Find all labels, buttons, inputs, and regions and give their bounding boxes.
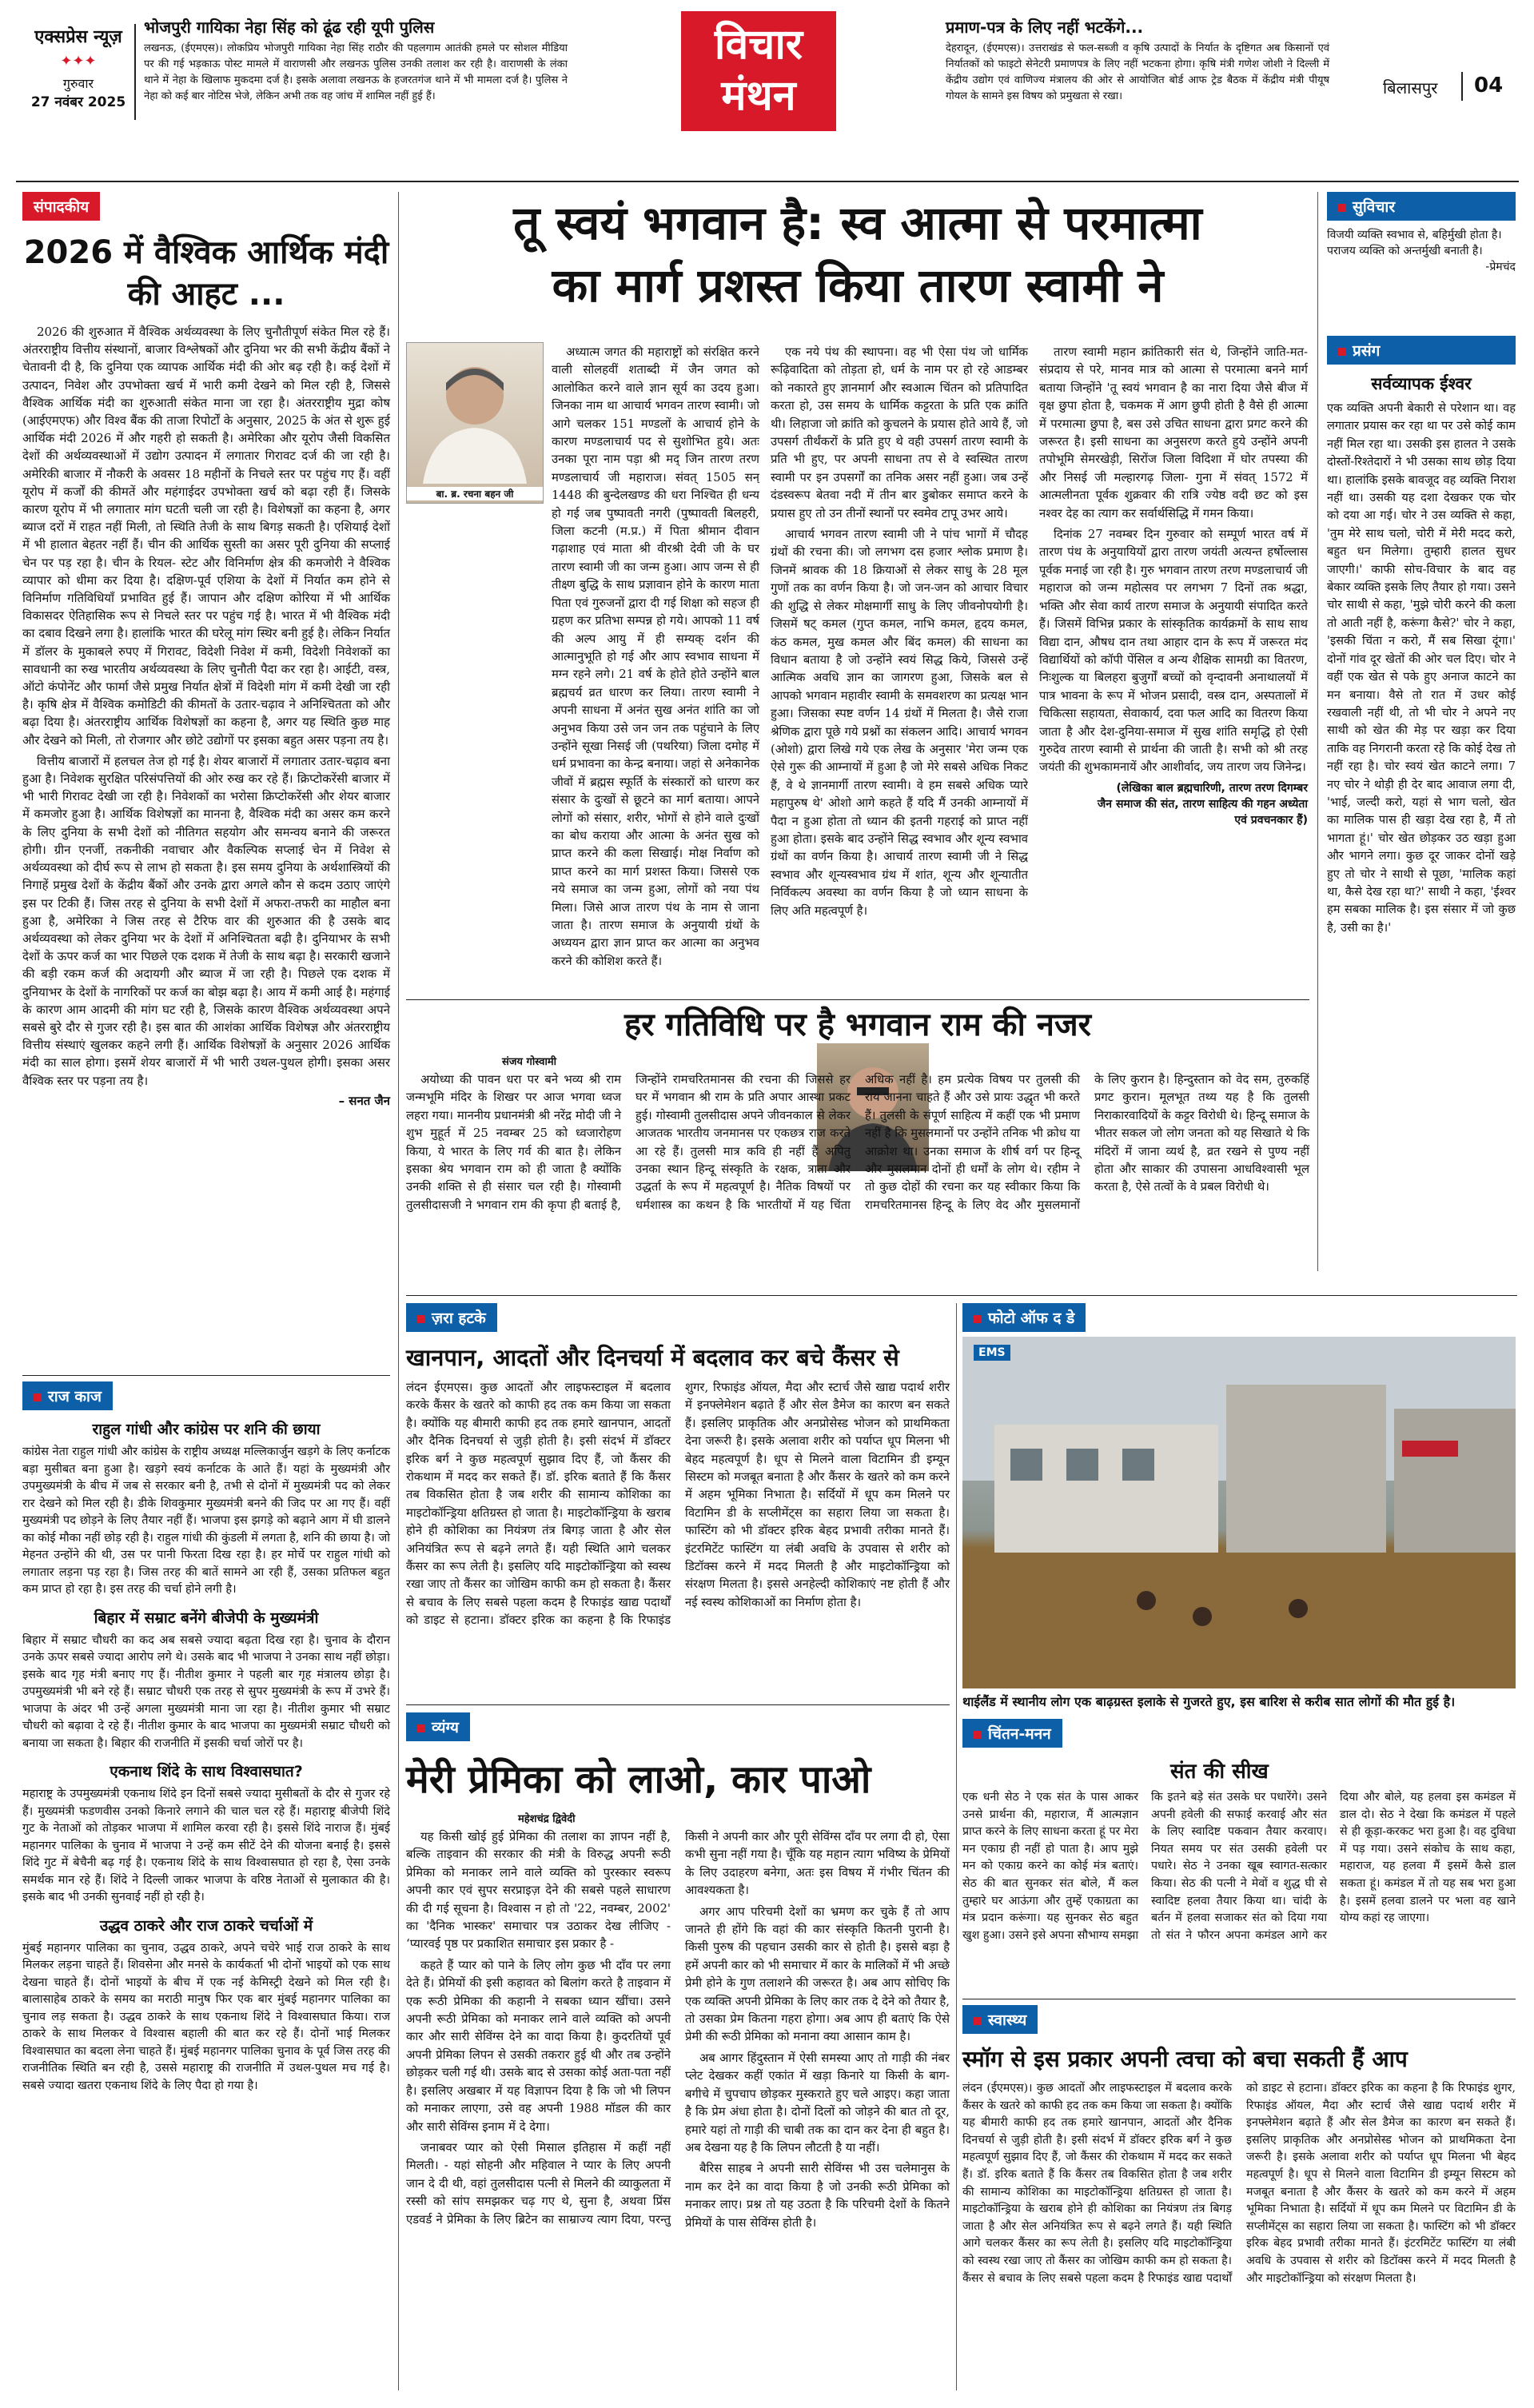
swasthya-headline: स्मॉग से इस प्रकार अपनी त्वचा को बचा सकती हैं आप [962, 2046, 1408, 2072]
ram-headline: हर गतिविधि पर है भगवान राम की नजर [624, 1007, 1092, 1043]
raj-kaaj-item-title: बिहार में सम्राट बनेंगे बीजेपी के मुख्यमंत्री [94, 1609, 319, 1627]
suvichar-label: सुविचार [1327, 192, 1516, 221]
raj-kaaj-item [22, 1760, 390, 1907]
vyangya-paragraph: अगर आप परिचमी देशों का भ्रमण कर चुके हैं तो आप जानते ही होंगे कि वहां की कार संस्कृति कितनी पुरानी है। किसी पुरुष की पहचान उसकी कार से होती है। इससे बड़ा है हमें अपनी कार को भी समाचार में कार के मालिकों में भी अच्छे प्रेमी होने के गुण तलाशने की जरूरत है। अब आप सोचिए कि एक व्यक्ति अपनी प्रेमिका के लिए कार तक दे देने को तैयार है, तो उसका प्रेम कितना गहरा होगा। अब आप ही बताएं कि ऐसे प्रेमी की रूठी प्रेमिका को मनाना क्या आसान काम है। [685, 1904, 950, 2044]
editorial [22, 192, 390, 1109]
raj-kaaj-label: राज काज [22, 1381, 113, 1410]
raj-kaaj-item [22, 1607, 390, 1753]
date: 27 नवंबर 2025 [30, 94, 126, 110]
raj-kaaj-item-body: बिहार में सम्राट चौधरी का कद अब सबसे ज्यादा बढ़ता दिख रहा है। चुनाव के दौरान उनके ऊपर सबसे ज्यादा आरोप लगे थे। उसके बाद भी भाजपा ने उनका साथ नहीं छोड़ा। इसके बाद गृह मंत्री बनाए गए हैं। नीतीश कुमार ने पहली बार गृह मंत्रालय छोड़ा है। उपमुख्यमंत्री भी बने रहे हैं। सम्राट चौधरी एक तरह से सुपर मुख्यमंत्री के रूप में उभरे हैं। भाजपा के अंदर भी उन्हें अगला मुख्यमंत्री माना जा रहा है। नीतीश कुमार भी सम्राट चौधरी को बढ़ावा दे रहे हैं। नीतीश कुमार के बाद भाजपा का मुख्यमंत्री सम्राट चौधरी को बनाया जा सकता है। बिहार की राजनीति में इसकी चर्चा जोरों पर है। [22, 1633, 390, 1750]
prasang-title: सर्वव्यापक ईश्वर [1371, 374, 1472, 393]
section-logo-text: विचार मंथन [714, 21, 803, 120]
vyangya-body [406, 1828, 950, 2380]
raj-kaaj-item [22, 1418, 390, 1599]
ram-body [406, 1071, 1309, 1287]
editorial-paragraph: वित्तीय बाजारों में हलचल तेज हो गई है। शेयर बाजारों में लगातार उतार-चढ़ाव बना हुआ है। निवेशक सुरक्षित परिसंपत्तियों की ओर रुख कर रहे हैं। क्रिप्टोकरेंसी बाजार में भी भारी गिरावट देखी जा रही है। निवेशकों का भरोसा क्रिप्टोकरेंसी और शेयर बाजार में कमजोर हुआ है। आर्थिक विशेषज्ञों का मानना है, वैश्विक मंदी का असर कम करने के लिए दुनिया के सभी देशों को नीतिगत सहयोग और समन्वय बनाने की जरूरत होगी। ग्रीन एनर्जी, तकनीकी नवाचार और वैकल्पिक सप्लाई चेन में निवेश से अर्थव्यवस्था को दीर्घ रूप से लाभ हो सकता है। इस समय दुनिया के अर्थशास्त्रियों की निगाहें प्रमुख देशों के केंद्रीय बैंकों और उनके द्वारा अगले कौन से कदम उठाए जाएंगे इस पर टिकी हैं। जिस तरह से दुनिया के सभी देशों में अफरा-तफरी का माहौल बना हुआ है, अमेरिका ने जिस तरह से टैरिफ वार की शुरुआत की है उसके बाद अर्थव्यवस्था को लेकर दुनिया भर के देशों में अनिश्चितता बढ़ी है। दुनियाभर के सभी देशों के ऊपर कर्ज का भार पिछले एक दशक में तेजी के साथ बढ़ा है। सरकारी खजाने की बड़ी रकम कर्ज की अदायगी और ब्याज में जा रही है। पिछले एक दशक में दुनियाभर के देशों के नागरिकों पर कर्ज का बोझ बढ़ा है। आय में कमी आई है। महंगाई के कारण आम आदमी की मांग घट रही है, जिसके कारण वैश्विक अर्थव्यवस्था अपने सबसे बुरे दौर से गुजर रही है। इस बात की आशंका आर्थिक विशेषज्ञ और अंतरराष्ट्रीय वित्तीय संस्थाएं खुलकर कहने लगी हैं। आर्थिक विशेषज्ञों के अनुसार 2026 आर्थिक मंदी का साल होगा। इसमें शेयर बाजारों में भी भारी उथल-पुथल होगी। इसका असर वैश्विक स्तर पर पड़ना तय है। [22, 753, 390, 1088]
lead-paragraph: तारण स्वामी महान क्रांतिकारी संत थे, जिन्होंने जाति-मत-संप्रदाय से परे, मानव मात्र को आत्मा से परमात्मा बनने मार्ग बताया जिन्होंने 'तू स्वयं भगवान है का नारा दिया जैसे बीज में वृक्ष छुपा होता है, चकमक में आग छुपी होती है वैसे ही आत्मा में परमात्मा छुपा है, बस उसे उचित साधना द्वारा प्रगट करने की जरूरत है। इसी साधना का अनुसरण करते हुये उन्होंने अपनी तपोभूमि सेमरखेड़ी, सिरोंज जिला विदिशा में घोर तपस्या की और निसई जी मल्हारगढ़ जिला- गुना में संवत् 1572 में आत्मलीनता पूर्वक शुक्रवार की रात्रि ज्येष्ठ वदी छट को इस नश्वर देह का त्याग कर सर्वार्थसिद्धि में गमन किया। [1039, 345, 1308, 520]
raj-kaaj-item [22, 1915, 390, 2095]
vyangya-headline: मेरी प्रेमिका को लाओ, कार पाओ [406, 1757, 871, 1802]
brief-title: भोजपुरी गायिका नेहा सिंह को ढूंढ रही यूपी पुलिस [144, 18, 435, 37]
raj-kaaj-item-title: राहुल गांधी और कांग्रेस पर शनि की छाया [92, 1421, 321, 1438]
chintan-body: एक धनी सेठ ने एक संत के पास आकर उनसे प्रार्थना की, महाराज, मैं आत्मज्ञान प्राप्त करने के लिए साधना करता हूं पर मेरा मन एकाग्र ही नहीं हो पाता है। आप मुझे मन को एकाग्र करने का कोई मंत्र बताएं। सेठ की बात सुनकर संत बोले, मैं कल तुम्हारे घर आऊंगा और तुम्हें एकाग्रता का मंत्र प्रदान करूंगा। यह सुनकर सेठ बहुत खुश हुआ। उसने इसे अपना सौभाग्य समझा कि इतने बड़े संत उसके घर पधारेंगे। उसने अपनी हवेली की सफाई करवाई और संत के लिए स्वादिष्ट पकवान तैयार करवाए। नियत समय पर संत उसकी हवेली पर पधारे। सेठ ने उनका खूब स्वागत-सत्कार किया। सेठ की पत्नी ने मेवों व शुद्ध घी से स्वादिष्ट हलवा तैयार किया था। चांदी के बर्तन में हलवा सजाकर संत को दिया गया तो संत ने फौरन अपना कमंडल आगे कर दिया और बोले, यह हलवा इस कमंडल में डाल दो। सेठ ने देखा कि कमंडल में पहले से ही कूड़ा-करकट भरा हुआ है। वह दुविधा में पड़ गया। उसने संकोच के साथ कहा, महाराज, यह हलवा मैं इसमें कैसे डाल सकता हूं। कमंडल में तो यह सब भरा हुआ है। इसमें हलवा डालने पर भला वह खाने योग्य कहां रह जाएगा। [962, 1791, 1516, 1942]
prasang [1327, 336, 1516, 937]
lead-paragraph: अध्यात्म जगत की महाराष्ट्रों को संरक्षित करने वाली सोलहवीं शताब्दी में जैन जगत को आलोकित करने वाले ज्ञान सूर्य का उदय हुआ। जिनका नाम था आचार्य भगवन तारण स्वामी। जो आगे चलकर 151 मण्डलों के आचार्य होने के कारण मण्डलाचार्य पद से सुशोभित हुये। अतः उनका पूरा नाम पड़ा श्री मद् जिन तारण तरण मण्डलाचार्य जी महाराज। संवत् 1505 सन् 1448 की बुन्देलखण्ड की धरा निश्चित ही धन्य हो गई जब पुष्पावती नगरी (पुष्पावती बिलहरी, जिला कटनी (म.प्र.) में पिता श्रीमान दीवान गढ़ाशाह एवं माता श्री वीरश्री देवी जी के घर तारण स्वामी जी का जन्म हुआ। आप जन्म से ही तीक्ष्ण बुद्धि के साथ प्रज्ञावान होने के कारण माता पिता एवं गुरुजनों द्वारा दी गई शिक्षा को सहज ही ग्रहण कर प्रतिभा सम्पन्न हो गये। आपको 11 वर्ष की अल्प आयु में ही सम्यक् दर्शन की आत्मानुभूति हो गई और आप स्वभाव साधना में मग्न रहने लगे। 21 वर्ष के होते होते उन्होंने बाल ब्रह्मचर्य व्रत धारण कर लिया। तारण स्वामी ने अपनी साधना में अनंत सुख अनंत शांति का जो अनुभव किया उसे जन जन तक पहुंचाने के लिए उन्होंने सूखा निसई जी (पथरिया) जिला दमोह में धर्म प्रभावना का केन्द्र बनाया। जहां से अनेकानेक जीवों में ब्रह्मस स्फूर्ति के संस्कारों को धारण कर संसार के दुःखों से छूटने का मार्ग बताया। आपने लोगों को संसार, शरीर, भोगों से होने वाले दुःखों का बोध कराया और आत्मा के अनंत सुख को प्राप्त करने की कला सिखाई। मोक्ष निर्वाण को प्राप्त करने का मार्ग प्रशस्त किया। जिससे एक नये समाज का जन्म हुआ, लोगों को नया पंथ मिला। जिसे आज तारण पंथ के नाम से जाना जाता है। तारण समाज के अनुयायी ग्रंथों के अध्ययन द्वारा ज्ञान प्राप्त कर आत्मा का अनुभव करने की कोशिश करते हैं। [552, 345, 759, 968]
vyangya-paragraph: बैरिस साहब ने अपनी सारी सेविंग्स भी उस चलेमानुस के नाम कर देने का वादा किया है जो उनकी रूठी प्रेमिका को मनाकर लाए। प्रश्न तो यह उठता है कि परिचमी देशों के कितने प्रेमियों के पास सेविंग्स होती है। [685, 2162, 950, 2230]
lead-headline-line: का मार्ग प्रशस्त किया तारण स्वामी ने [552, 258, 1164, 313]
vyangya-paragraph: कहते हैं प्यार को पाने के लिए लोग कुछ भी दाँव पर लगा देते हैं। प्रेमियों की इसी कहावत को बिलांग करते है ताइवान में एक रूठी प्रेमिका की कहानी ने सबका ध्यान खींचा। उसने अपनी रूठी प्रेमिका को मनाकर लाने वाले व्यक्ति को अपनी कार और सारी सेविंग्स देने का वादा किया है। कुदरतियों पूर्व अपनी प्रेमिका लिपन से उसकी तकरार हुई थी और तब उन्होंने छोड़कर चली गई थी। उसके बाद से उसका कोई अता-पता नहीं है। इसलिए अखबार में यह विज्ञापन दिया है कि जो भी लिपन को मनाकर लाएगा, उसे वह अपनी 1988 मॉडल की कार और सारी सेविंग्स इनाम में दे देगा। [406, 1958, 671, 2134]
lead-photo [406, 342, 544, 504]
brief-body: देहरादून, (ईएमएस)। उत्तराखंड से फल-सब्जी व कृषि उत्पादों के निर्यात के दृष्टिगत अब किसानों एवं निर्यातकों को फाइटो सेनेटरी प्रमाणपत्र के लिए नहीं भटकना होगा। कृषि मंत्री गणेश जोशी ने दिल्ली में केंद्रीय उद्योग एवं वाणिज्य मंत्रालय की ओर से आयोजित बोर्ड आफ ट्रेड बैठक में केंद्रीय मंत्री पीयूष गोयल के सामने इस विषय को प्रमुखता से रखा। [946, 42, 1329, 102]
vyangya-paragraph: जनाबवर प्यार को ऐसी मिसाल इतिहास में कहीं नहीं मिलती। - यहां सोहनी और महिवाल ने प्यार के लिए अपनी जान दे दी थी, वहां तुलसीदास पत्नी से मिलने की व्याकुलता में रस्सी को सांप समझकर चढ़ गए थे, सुना है, अथवा प्रिंस एडवर्ड ने प्रेमिका के लिए ब्रिटेन का साम्राज्य त्याग दिया, परन्तु किसी ने अपनी कार और पूरी सेविंग्स दाँव पर लगा दी हो, ऐसा कभी सुना नहीं गया है। चूँकि यह महान त्याग भविष्य के प्रेमियों के लिए उदाहरण बनेगा, अतः इस विषय में गंभीर चिंतन की आवश्यकता है। [406, 1830, 950, 2227]
ram-author: संजय गोस्वामी [502, 1056, 556, 1068]
suvichar-text: विजयी व्यक्ति स्वभाव से, बहिर्मुखी होता है। पराजय व्यक्ति को अन्तर्मुखी बनाती है। [1327, 229, 1502, 257]
suvichar [1327, 192, 1516, 274]
city-name: बिलासपुर [1383, 78, 1438, 98]
chintan-manan [962, 1719, 1516, 1997]
raj-kaaj [22, 1381, 390, 2095]
vyangya-author: महेशचंद्र द्विवेदी [518, 1813, 576, 1825]
lead-headline [406, 192, 1309, 317]
editorial-label: संपादकीय [22, 192, 100, 221]
swasthya [962, 2005, 1516, 2392]
paper-name-box [22, 24, 136, 120]
prasang-label: प्रसंग [1327, 336, 1516, 365]
vyangya-label: व्यंग्य [406, 1712, 470, 1741]
lead-credit: (लेखिका बाल ब्रह्मचारिणी, तारण तरण दिगम्बर जैन समाज की संत, तारण साहित्य की गहन अध्येता एवं प्रवचनकार हैं) [1097, 781, 1308, 827]
swasthya-body: लंदन (ईएमएस)। कुछ आदतों और लाइफस्टाइल में बदलाव करके कैंसर के खतरे को काफी हद तक कम किया जा सकता है। क्योंकि यह बीमारी काफी हद तक हमारे खानपान, आदतों और दैनिक दिनचर्या से जुड़ी होती है। इसी संदर्भ में डॉक्टर इरिक बर्ग ने कुछ महत्वपूर्ण सुझाव दिए हैं, जो कैंसर की रोकथाम में मदद कर सकते हैं। डॉ. इरिक बताते हैं कि कैंसर तब विकसित होता है जब शरीर की सामान्य कोशिका का माइटोकॉन्ड्रिया क्षतिग्रस्त हो जाता है। माइटोकॉन्ड्रिया के खराब होने ही कोशिका का नियंत्रण तंत्र बिगड़ जाता है और सेल अनियंत्रित रूप से बढ़ने लगते हैं। यही स्थिति आगे चलकर कैंसर का रूप लेती है। इसलिए यदि माइटोकॉन्ड्रिया को स्वस्थ रखा जाए तो कैंसर का जोखिम काफी कम हो सकता है। कैंसर से बचाव के लिए सबसे पहला कदम है रिफाइंड खाद्य पदार्थों को डाइट से हटाना। डॉक्टर इरिक का कहना है कि रिफाइंड शुगर, रिफाइंड ऑयल, मैदा और स्टार्च जैसे खाद्य पदार्थ शरीर में इनफ्लेमेशन बढ़ाते हैं और सेल डैमेज का कारण बन सकते हैं। इसलिए प्राकृतिक और अनप्रोसेस्ड भोजन को प्राथमिकता देना जरूरी है। इसके अलावा शरीर को पर्याप्त धूप मिलना भी बेहद महत्वपूर्ण है। धूप से मिलने वाला विटामिन डी इम्यून सिस्टम को मजबूत बनाता है और कैंसर के खतरे को कम करने में अहम भूमिका निभाता है। सर्दियों में धूप कम मिलने पर विटामिन डी के सप्लीमेंट्स का सहारा लिया जा सकता है। फास्टिंग को भी डॉक्टर इरिक बेहद प्रभावी तरीका मानते हैं। इंटरमिटेंट फास्टिंग या लंबी अवधि के उपवास से शरीर को डिटॉक्स करने में मदद मिलती है और माइटोकॉन्ड्रिया को संरक्षण मिलता है। [962, 2082, 1516, 2285]
ram-paragraph: अयोध्या की पावन धरा पर बने भव्य श्री राम जन्मभूमि मंदिर के शिखर पर आज भगवा ध्वज लहरा गया। माननीय प्रधानमंत्री श्री नरेंद्र मोदी जी ने शुभ मुहूर्त में 25 नवम्बर 25 को ध्वजारोहण किया, ये भारत के लिए गर्व की बात है। लेकिन इसका श्रेय भगवान राम को ही जाता है क्योंकि उनकी शक्ति से ही संसार चल रही है। गोस्वामी तुलसीदासजी ने भगवान राम की कृपा ही बताई है, जिन्होंने रामचरितमानस की रचना की जिससे हर घर में भगवान श्री राम के प्रति अपार आस्था प्रकट हुई। गोस्वामी तुलसीदास अपने जीवनकाल से लेकर आजतक भारतीय जनमानस पर एकछत्र राज करते आ रहे हैं। तुलसी मात्र कवि ही नहीं हैं अपितु उनका स्थान हिन्दू संस्कृति के रक्षक, त्राता और उद्धर्ता के रूप में महत्वपूर्ण है। नैतिक विषयों पर धर्मशास्त्र का कथन है कि भारतीयों में यह चिंता अधिक नहीं है। हम प्रत्येक विषय पर तुलसी की राय जानना चाहते हैं और उसे प्रायः उद्धृत भी करते हैं। तुलसी के संपूर्ण साहित्य में कहीं एक भी प्रमाण नहीं है कि मुसलमानों पर उन्होंने तनिक भी क्रोध या आक्रोश था। उनका समाज के शीर्ष वर्ग पर हिन्दू और मुसलमान दोनों ही धर्मों के लोग थे। रहीम ने तो कुछ दोहों की रचना कर यह स्वीकार किया कि रामचरितमानस हिन्दू के लिए वेद और मुसलमानों के लिए कुरान है। हिन्दुस्तान को वेद सम, तुरुकहिं प्रगट कुरान। मूलभूत तथ्य यह है कि तुलसी निराकारवादियों के कट्टर विरोधी थे। हिन्दू समाज के भीतर सकल जो लोग जनता को यह सिखाते थे कि मंदिरों में जाना व्यर्थ है, व्रत रखने से पुण्य नहीं होता और साकार की उपासना आधविश्वासी भूल करता है, ऐसे तत्वों के वे प्रबल विरोधी थे। [406, 1073, 1309, 1212]
chintan-label: चिंतन-मनन [962, 1719, 1062, 1748]
lead-col-1 [552, 344, 759, 991]
author-portrait-icon [407, 343, 543, 484]
lead-headline-line: तू स्वयं भगवान है: स्व आत्मा से परमात्मा [513, 196, 1202, 250]
swasthya-label: स्वास्थ्य [962, 2005, 1038, 2034]
section-logo [681, 11, 836, 131]
jara-hatke [406, 1303, 950, 1739]
weekday: गुरुवार [62, 76, 94, 91]
vyangya-paragraph: यह किसी खोई हुई प्रेमिका की तलाश का ज्ञापन नहीं है, बल्कि ताइवान की सरकार की मंत्री के विरुद्ध अपनी रूठी प्रेमिका को मनाकर लाने वाले व्यक्ति को पुरस्कार स्वरूप अपनी कार एवं सुपर सरप्राइज़ देने की सबसे पहले साधारण की दी गई सूचना है। विश्वास न हो तो '22, नवम्बर, 2002' का 'दैनिक भास्कर' समाचार पत्र उठाकर देख लीजिए - ‘प्यारवई पृष्ठ पर प्रकाशित समाचार इस प्रकार है - [406, 1830, 671, 1952]
brief-bhojpuri [144, 16, 568, 105]
raj-kaaj-item-title: उद्धव ठाकरे और राज ठाकरे चर्चाओं में [99, 1916, 313, 1935]
raj-kaaj-item-body: महाराष्ट्र के उपमुख्यमंत्री एकनाथ शिंदे इन दिनों सबसे ज्यादा मुसीबतों के दौर से गुजर रहे हैं। मुख्यमंत्री फडणवीस उनको किनारे लगाने की चाल चल रहे हैं। महाराष्ट्र बीजेपी शिंदे गुट के नेताओं को तोड़कर भाजपा में शामिल करवा रही है। इससे शिंदे नाराज हैं। मुंबई महानगर पालिका के चुनाव में भाजपा ने उन्हें कम सीटें देने की योजना बनाई है। इससे शिंदे गुट में बेचैनी बढ़ गई है। एकनाथ शिंदे के साथ विश्वासघात हो रहा है, ऐसा उनके समर्थक मान रहे हैं। शिंदे ने दिल्ली जाकर भाजपा के वरिष्ठ नेताओं से मुलाकात की है। इसके बाद भी उनकी सुनवाई नहीं हो रही है। [22, 1788, 390, 1904]
editorial-title: 2026 में वैश्विक आर्थिक मंदी की आहट ... [23, 234, 389, 313]
raj-kaaj-item-body: कांग्रेस नेता राहुल गांधी और कांग्रेस के राष्ट्रीय अध्यक्ष मल्लिकार्जुन खड़गे के लिए कर्नाटक बड़ा मुसीबत बना हुआ है। खड़गे स्वयं कर्नाटक के आते हैं। यहां के मुख्यमंत्री और उपमुख्यमंत्री के बीच में जब से सरकार बनी है, तभी से दोनों में मुख्यमंत्री पद को लेकर रार देखने को मिल रही है। डीके शिवकुमार मुख्यमंत्री बनने की जिद पर आ गए हैं। वहीं मुख्यमंत्री पद छोड़ने के लिए तैयार नहीं हैं। भाजपा इस झगड़े को बढ़ाने आग में घी डालने का कोई मौका नहीं छोड़ रही है। राहुल गांधी की कुंडली में लगता है, शनि की छाया है। जो मेहनत उन्होंने की थी, उस पर पानी फिरता दिख रहा है। हर मोर्चे पर राहुल गांधी को लगातार लड़ना पड़ रहा है। जिस तरह की बातें सामने आ रही हैं, उसका प्रतिफल बहुत कम प्राप्त हो रहा है। इस तरह की चर्चा होने लगी है। [22, 1445, 390, 1596]
jara-hatke-headline: खानपान, आदतों और दिनचर्या में बदलाव कर बचे कैंसर से [406, 1344, 899, 1371]
masthead [0, 0, 1534, 128]
photo-of-the-day-label: फोटो ऑफ द डे [962, 1303, 1086, 1332]
flood-photo [962, 1337, 1516, 1688]
lead-paragraph: दिनांक 27 नवम्बर दिन गुरुवार को सम्पूर्ण भारत वर्ष में तारण पंथ के अनुयायियों द्वारा तारण जयंती अत्यन्त हर्षोल्लास पूर्वक मनाई जा रही है। गुरु भगवान तारण तरण मण्डलाचार्य जी महाराज को जन्म महोत्सव पर लगभग 7 दिनों तक श्रद्धा, भक्ति और सेवा कार्य तारण समाज के अनुयायी संपादित करते हैं। जिसमें विभिन्न प्रकार के सांस्कृतिक कार्यक्रमों के साथ साथ विद्या दान, औषध दान तथा आहार दान के रूप में जरूरत मंद विद्यार्थियों को कॉपी पेंसिल व अन्य शैक्षिक सामग्री का वितरण, निःशुल्क या बिलहरा बुजुर्गों बच्चों को वृन्दावनी अनाथालयों में पात्र भावना के रूप में भोजन प्रसादी, वस्त्र दान, अस्पतालों में चिकित्सा सहायता, सेवाकार्य, दवा फल आदि का वितरण किया जाता है और देश-दुनिया-समाज में सुख शांति समृद्धि हो ऐसी गुरुदेव तारण स्वामी से प्रार्थना की जाती है। सभी को श्री तरह जयंती की शुभकामनायें और आशीर्वाद, जय तारण जय जिनेन्द्र। [1039, 528, 1308, 775]
lead-photo-caption: बा. ब्र. रचना बहन जी [407, 487, 543, 500]
raj-kaaj-item-body: मुंबई महानगर पालिका का चुनाव, उद्धव ठाकरे, अपने चचेरे भाई राज ठाकरे के साथ मिलकर लड़ना चाहते हैं। शिवसेना और मनसे के कार्यकर्ता भी दोनों भाइयों को एक साथ देखना चाहते हैं। दोनों भाइयों के बीच में एक नई केमिस्ट्री देखने को मिल रही है। बालासाहेब ठाकरे के समय का मराठी मानुष फिर एक बार मुंबई महानगर पालिका का चुनाव लड़ सकता है। उद्धव ठाकरे के साथ एकनाथ शिंदे ने विश्वासघात किया। राज ठाकरे के साथ मिलकर वे विश्वास बहाली की बात कर रहे हैं। दोनों भाई मिलकर विश्वासघात का बदला लेना चाहते हैं। मुंबई महानगर पालिका चुनाव के पूर्व जिस तरह की राजनीतिक स्थिति बन रही है, उससे महाराष्ट्र की राजनीति में उथल-पुथल मच गई है। सबसे ज्यादा खतरा एकनाथ शिंदे के लिए पैदा हो गया है। [22, 1941, 390, 2092]
lead-col-2 [771, 344, 1028, 991]
lead-col-3 [1039, 344, 1308, 828]
brief-title: प्रमाण-पत्र के लिए नहीं भटकेंगे... [946, 18, 1144, 37]
suvichar-author: -प्रेमचंद [1485, 261, 1516, 273]
photo-caption: थाईलैंड में स्थानीय लोग एक बाढ़ग्रस्त इलाके से गुजरते हुए, इस बारिश से करीब सात लोगों की मौत हुई है। [962, 1694, 1456, 1709]
lead-paragraph: एक नये पंथ की स्थापना। वह भी ऐसा पंथ जो धार्मिक रूढ़िवादिता को तोड़ता हो, धर्म के नाम पर हो रहे आडम्बर को नकारते हुए ज्ञानमार्ग और स्वआत्म चिंतन को प्रतिपादित करता हो, उस समय के धार्मिक कट्टरता के प्रति एक क्रांति थी। लिहाजा जो क्रांति को कुचलने के प्रयास होते आये हैं, जो उपसर्ग तीर्थंकरों के प्रति हुए थे वही उपसर्ग तारण स्वामी के प्रति भी हुए, पर अपनी साधना तप से वे स्वस्थित तारण स्वामी पर इन उपसर्गों का तनिक असर नहीं हुआ। जब उन्हें दंडस्वरूप बेतवा नदी में तीन बार डुबोकर समाप्त करने के प्रयास हुए तो उन तीनों स्थानों पर स्वमेव टापू उभर आये। [771, 345, 1028, 520]
ornament-icon: ✦✦✦ [60, 53, 97, 70]
chintan-title: संत की सीख [1170, 1760, 1269, 1784]
jara-hatke-body: लंदन ईएमएस। कुछ आदतों और लाइफस्टाइल में बदलाव करके कैंसर के खतरे को काफी हद तक कम किया जा सकता है। क्योंकि यह बीमारी काफी हद तक हमारे खानपान, आदतों और दैनिक दिनचर्या से जुड़ी होती है। इसी संदर्भ में डॉक्टर इरिक बर्ग ने कुछ महत्वपूर्ण सुझाव दिए हैं, जो कैंसर की रोकथाम में मदद कर सकते हैं। डॉ. इरिक बताते हैं कि कैंसर तब विकसित होता है जब शरीर की सामान्य कोशिका का माइटोकॉन्ड्रिया क्षतिग्रस्त हो जाता है। माइटोकॉन्ड्रिया के खराब होने ही कोशिका का नियंत्रण तंत्र बिगड़ जाता है और सेल अनियंत्रित रूप से बढ़ने लगते हैं। यही स्थिति आगे चलकर कैंसर का रूप लेती है। इसलिए यदि माइटोकॉन्ड्रिया को स्वस्थ रखा जाए तो कैंसर का जोखिम काफी कम हो सकता है। कैंसर से बचाव के लिए सबसे पहला कदम है रिफाइंड खाद्य पदार्थों को डाइट से हटाना। डॉक्टर इरिक का कहना है कि रिफाइंड शुगर, रिफाइंड ऑयल, मैदा और स्टार्च जैसे खाद्य पदार्थ शरीर में इनफ्लेमेशन बढ़ाते हैं और सेल डैमेज का कारण बन सकते हैं। इसलिए प्राकृतिक और अनप्रोसेस्ड भोजन को प्राथमिकता देना जरूरी है। इसके अलावा शरीर को पर्याप्त धूप मिलना भी बेहद महत्वपूर्ण है। धूप से मिलने वाला विटामिन डी इम्यून सिस्टम को मजबूत बनाता है और कैंसर के खतरे को कम करने में अहम भूमिका निभाता है। सर्दियों में धूप कम मिलने पर विटामिन डी के सप्लीमेंट्स का सहारा लिया जा सकता है। फास्टिंग को भी डॉक्टर इरिक बेहद प्रभावी तरीका मानते हैं। इंटरमिटेंट फास्टिंग या लंबी अवधि के उपवास से शरीर को डिटॉक्स करने में मदद मिलती है और माइटोकॉन्ड्रिया को संरक्षण मिलता है। इससे अनहेल्दी कोशिकाएं नष्ट होती हैं और नई स्वस्थ कोशिकाओं का निर्माण होता है। [406, 1381, 950, 1628]
paper-name: एक्सप्रेस न्यूज़ [34, 27, 122, 47]
editorial-body [22, 323, 390, 1090]
page-number: 04 [1474, 74, 1504, 98]
prasang-body: एक व्यक्ति अपनी बेकारी से परेशान था। वह लगातार प्रयास कर रहा था पर उसे कोई काम नहीं मिल रहा था। उसकी इस हालत ने उसके दोस्तों-रिश्तेदारों ने भी उसका साथ छोड़ दिया था। हालांकि इसके बावजूद वह व्यक्ति निराश नहीं था। उसकी यह दशा देखकर एक चोर को दया आ गई। चोर ने उस व्यक्ति से कहा, 'तुम मेरे साथ चलो, चोरी में मेरी मदद करो, बहुत धन मिलेगा। तुम्हारी हालत सुधर जाएगी।' काफी सोच-विचार के बाद वह बेकार व्यक्ति इसके लिए तैयार हो गया। उसने चोर साथी से कहा, 'मुझे चोरी करने की कला तो आती नहीं है, करूंगा कैसे?' चोर ने कहा, 'इसकी चिंता न करो, मैं सब सिखा दूंगा।' दोनों गांव दूर खेतों की ओर चल दिए। चोर ने वहीं एक खेत से पके हुए अनाज काटने का मन बनाया। वैसे तो रात में उधर कोई रखवाली नहीं थी, तो भी चोर ने अपने नए साथी को खेत की मेड़ पर खड़ा कर दिया ताकि वह निगरानी करता रहे कि कोई देख तो नहीं रहा है। चोर स्वयं खेत काटने लगा। 7 नए चोर ने थोड़ी ही देर बाद आवाज लगा दी, 'भाई, जल्दी करो, यहां से भाग चलो, खेत का मालिक पास ही खड़ा देख रहा है, मैं तो भागता हूं।' चोर खेत छोड़कर उठ खड़ा हुआ और भागने लगा। कुछ दूर जाकर दोनों खड़े हुए तो चोर ने साथी से पूछा, 'मालिक कहां था, कैसे देख रहा था?' साथी ने कहा, 'ईश्वर हम सबका मालिक है। इस संसार में जो कुछ है, उसी का है।' [1327, 401, 1516, 935]
flood-scene-icon [962, 1337, 1516, 1688]
brief-certificate [946, 16, 1329, 105]
photo-watermark: EMS [974, 1345, 1010, 1361]
editorial-paragraph: 2026 की शुरुआत में वैश्विक अर्थव्यवस्था के लिए चुनौतीपूर्ण संकेत मिल रहे हैं। अंतरराष्ट्रीय वित्तीय संस्थानों, बाजार विश्लेषकों और दुनिया भर की सभी केंद्रीय बैंकों ने चेतावनी दी है, कि दुनिया एक व्यापक आर्थिक मंदी की ओर बढ़ रही है। कई देशों में उत्पादन, निवेश और उपभोक्ता खर्च में भारी कमी देखने को मिल रही है, जिससे वैश्विक आर्थिक मंदी का शुरुआती संकेत माना जा रहा है। अंतरराष्ट्रीय मुद्रा कोष (आईएमएफ) और विश्व बैंक की ताजा रिपोर्टों के अनुसार, 2025 के अंत से शुरू हुई आर्थिक मंदी 2026 में और गहरी हो सकती है। अमेरिका और यूरोप जैसी विकसित देशों की अर्थव्यवस्थाओं में उद्योग उत्पादन में लगातार गिरावट दर्ज की जा रही है। अमेरिकी बाजार में नौकरी के अवसर 18 महीनों के निचले स्तर पर पहुंच गए हैं। वहीं यूरोप में कर्जों की कीमतें और महंगाईदर उपभोक्ता खर्च को बढ़ा रही हैं। जिसके कारण यूरोप में भी लगातार मांग घटती चली जा रही है। विशेषज्ञों का कहना है, अगर ब्याज दरों में राहत नहीं मिली, तो स्थिति तेजी के साथ बिगड़ सकती है। एशियाई देशों में भी हालात बेहतर नहीं हैं। चीन की आर्थिक सुस्ती का असर पूरी दुनिया की सप्लाई चेन पर पड़ रहा है। चीन के रियल- स्टेट और विनिर्माण क्षेत्र की कमजोरी ने वैश्विक व्यापार को धीमा कर दिया है। दक्षिण-पूर्व एशिया के देशों में निर्यात कम होने से विनिर्माण गतिविधियाँ प्रभावित हुई हैं। जापान और दक्षिण कोरिया में भी आर्थिक विकासदर ऐतिहासिक रूप से निचले स्तर पर पहुंच गई है। भारत में भी वैश्विक मंदी का दबाव दिखने लगा है। हालांकि भारत की घरेलू मांग स्थिर बनी हुई है। लेकिन निर्यात में डॉलर के मुकाबले रुपए में गिरावट, विदेशी निवेश में कमी, विदेशी निवेशकों का सावधानी का रुख भारतीय अर्थव्यवस्था के लिए चुनौती पैदा कर रहा है। आईटी, वस्त्र, ऑटो कंपोनेंट और फार्मा जैसे प्रमुख निर्यात क्षेत्रों में विदेशी मांग में कमी देखी जा रही है। कृषि क्षेत्र में वैश्विक कमोडिटी की कीमतों के उतार-चढ़ाव ने अनिश्चितता को और बढ़ा दिया है। अंतरराष्ट्रीय आर्थिक विशेषज्ञों का कहना है, अगर यह स्थिति कुछ माह और देखने को मिली, तो रोजगार और छोटे उद्योगों पर इसका बहुत असर पड़ना तय है। [22, 325, 390, 748]
brief-body: लखनऊ, (ईएमएस)। लोकप्रिय भोजपुरी गायिका नेहा सिंह राठौर की पहलगाम आतंकी हमले पर सोशल मीडिया पर की गई भड़काऊ पोस्ट मामले में वाराणसी और लखनऊ पुलिस उनकी तलाश कर रही है। वाराणसी के लंका थाने में नेहा के खिलाफ मुकदमा दर्ज है। इसके अलावा लखनऊ के हजरतगंज थाने में भी मामला दर्ज है। पुलिस ने नेहा को कई बार नोटिस भेजे, लेकिन अभी तक वह जांच में शामिल नहीं हुई हैं। [144, 42, 568, 102]
lead-article [406, 192, 1309, 317]
vyangya-paragraph: अब आगर हिंदुस्तान में ऐसी समस्या आए तो गाड़ी की नंबर प्लेट देखकर कहीं एकांत में खड़ा किनारे या किसी के बाग-बगीचे में चुपचाप छोड़कर मुस्कराते हुए चले आइए। कहा जाता है कि प्रेम अंधा होता है। दोनों दिलों को जोड़ने की बात तो दूर, हमारे यहां तो गाड़ी की चाबी तक का दान कर देना ही बहुत है। अब देखना यह है कि लिपन लौटती है या नहीं। [685, 2051, 950, 2155]
jara-hatke-label: ज़रा हटके [406, 1303, 497, 1332]
editorial-author: – सनत जैन [338, 1093, 390, 1108]
lead-paragraph: आचार्य भगवन तारण स्वामी जी ने पांच भागों में चौदह ग्रंथों की रचना की। जो लगभग दस हजार श्लोक प्रमाण है। जिनमें श्रावक की 18 क्रियाओं से लेकर साधु के 28 मूल गुणों तक का वर्णन किया है। जो जन-जन को आचार विचार की शुद्धि से लेकर मोक्षमार्गी साधु के लिए जीवनोपयोगी है। जिसमें षट् कमल (गुप्त कमल, नाभि कमल, हृदय कमल, कंठ कमल, मुख कमल और बिंद कमल) की साधना का विधान बताया है जो उन्होंने स्वयं सिद्ध किये, जिससे उन्हें आत्मिक अवधि ज्ञान का जागरण हुआ, जिसके बल से आपको भगवान महावीर स्वामी के समवशरण का प्रत्यक्ष भान हुआ। जिसका स्पष्ट वर्णन 14 ग्रंथों में मिलता है। जैसे राजा श्रेणिक द्वारा पूछे गये प्रश्नों का संकलन आदि। आचार्य भगवन (ओशो) द्वारा लिखे गये एक लेख के अनुसार 'मेरा जन्म एक ऐसे गुरू की आम्नायों में हुआ है जो मेरे सबसे अधिक निकट हैं, वे थे ज्ञानमार्गी तारण स्वामी। वे हम सबसे अधिक प्यारे महापुरुष थे' ओशो आगे कहते हैं यदि मैं उनकी आम्नायों में पैदा न हुआ होता तो ध्यान की इतनी गहराई को प्राप्त नहीं हुआ होता। इसके बाद उन्होंने सिद्ध स्वभाव और शून्य स्वभाव ग्रंथों का वर्णन किया है। आचार्य तारण स्वामी जी ने सिद्ध स्वभाव और शून्यस्वभाव ग्रंथ में शांत, शून्य और शून्यातीत निर्विकल्प अवस्था का वर्णन किया है जो ध्यान साधना के लिए अति महत्वपूर्ण है। [771, 528, 1028, 918]
raj-kaaj-item-title: एकनाथ शिंदे के साथ विश्वासघात? [110, 1763, 303, 1780]
vyangya [406, 1712, 950, 2380]
photo-of-the-day [962, 1303, 1516, 1711]
